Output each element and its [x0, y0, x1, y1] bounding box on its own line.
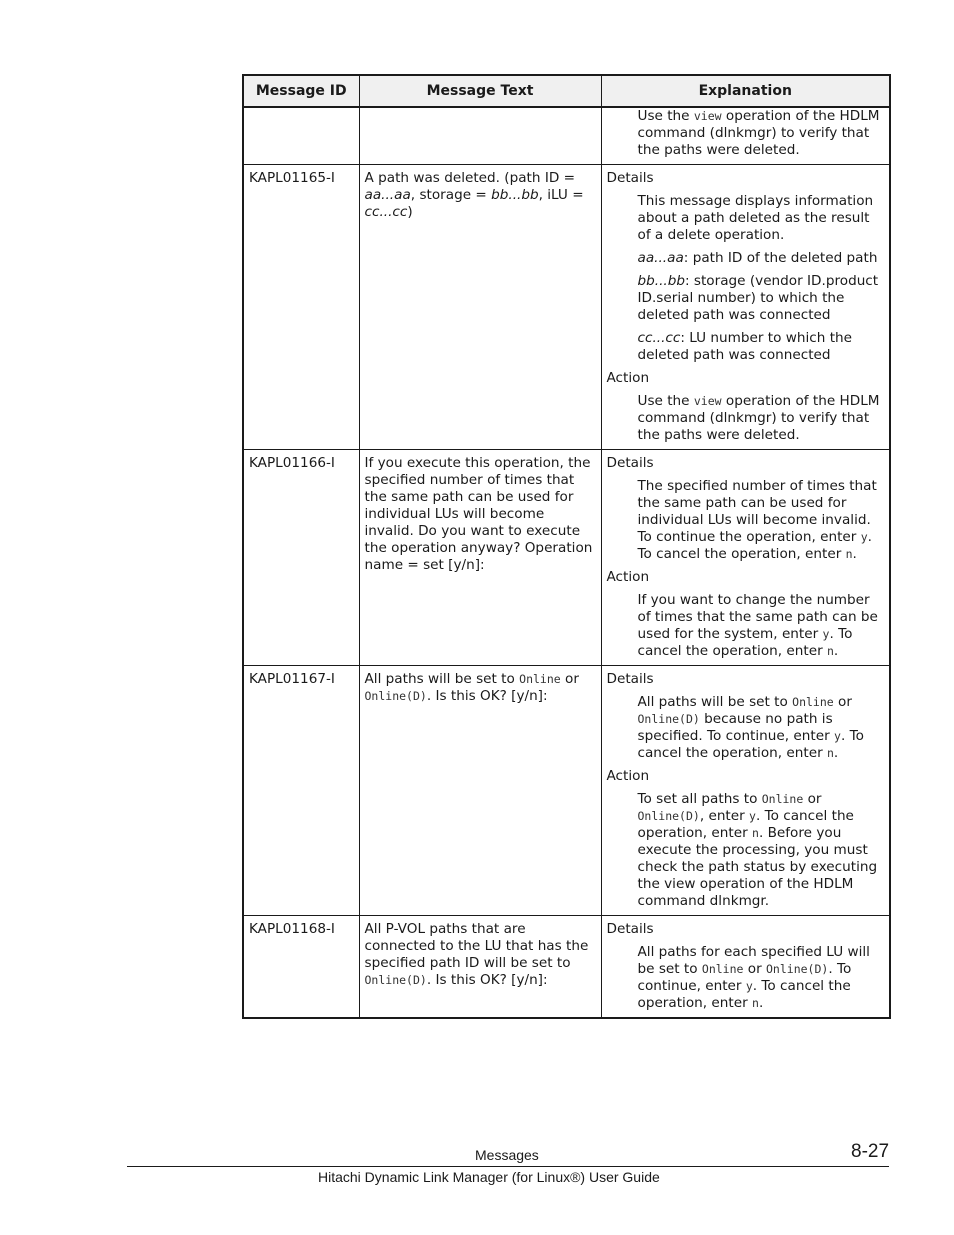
message-id: KAPL01168-I: [243, 916, 359, 1019]
cell-explanation: [601, 107, 890, 165]
table-header-row: [243, 75, 890, 107]
explanation: [601, 916, 890, 1019]
variable-cc: cc...cc: LU number to which the deleted path was connected: [637, 330, 853, 363]
footer-page-number: 8-27: [851, 1141, 890, 1162]
cell-id: [243, 107, 359, 165]
details-label: Details: [606, 170, 654, 186]
variable-aa: aa...aa: path ID of the deleted path: [637, 250, 878, 266]
action-text: Use the view operation of the HDLM command (dlnkmgr) to verify that the paths were deleted.: [637, 393, 880, 443]
header-message-id: Message ID: [243, 75, 359, 107]
message-text: A path was deleted. (path ID = aa...aa, storage = bb...bb, iLU = cc...cc): [359, 165, 601, 450]
details-label: Details: [606, 455, 654, 471]
message-text: If you execute this operation, the specified number of times that the same path can be used for individual LUs will become invalid. Do you want to execute the operation anyway? Operation name = set [y/n]:: [359, 450, 601, 666]
action-label: Action: [606, 569, 650, 585]
footer-divider: [127, 1166, 889, 1167]
action-label: Action: [606, 768, 650, 784]
table-row: [243, 916, 890, 1019]
message-id: KAPL01165-I: [243, 165, 359, 450]
variable-bb: bb...bb: storage (vendor ID.product ID.serial number) to which the deleted path was connected: [637, 273, 879, 323]
footer-section-title: Messages: [475, 1147, 539, 1163]
action-text: Use the view operation of the HDLM command (dlnkmgr) to verify that the paths were deleted.: [637, 108, 880, 158]
footer-guide-title: Hitachi Dynamic Link Manager (for Linux®) User Guide: [318, 1169, 660, 1185]
message-id: KAPL01166-I: [243, 450, 359, 666]
details-text: All paths will be set to Online or Online(D) because no path is specified. To continue, enter y. To cancel the operation, enter n.: [637, 694, 864, 761]
messages-table: [242, 74, 891, 1019]
action-label: Action: [606, 370, 650, 386]
details-text: This message displays information about a path deleted as the result of a delete operation.: [637, 193, 874, 243]
explanation: [601, 450, 890, 666]
table-row: [243, 450, 890, 666]
details-label: Details: [606, 671, 654, 687]
header-explanation: Explanation: [601, 75, 890, 107]
action-text: If you want to change the number of times that the same path can be used for the system, enter y. To cancel the operation, enter n.: [637, 592, 878, 659]
header-message-text: Message Text: [359, 75, 601, 107]
cell-text: [359, 107, 601, 165]
message-text: All P-VOL paths that are connected to the LU that has the specified path ID will be set to Online(D). Is this OK? [y/n]:: [359, 916, 601, 1019]
explanation: [601, 165, 890, 450]
table-row: [243, 666, 890, 916]
details-text: All paths for each specified LU will be set to Online or Online(D). To continue, enter y. To cancel the operation, enter n.: [637, 944, 870, 1011]
details-text: The specified number of times that the same path can be used for individual LUs will become invalid. To continue the operation, enter y. To cancel the operation, enter n.: [637, 478, 877, 562]
table-row: [243, 165, 890, 450]
details-label: Details: [606, 921, 654, 937]
message-id: KAPL01167-I: [243, 666, 359, 916]
action-text: To set all paths to Online or Online(D), enter y. To cancel the operation, enter n. Before you execute the processing, you must check the path status by executing the view operation of the HDLM command dlnkmgr.: [637, 791, 878, 909]
message-text: All paths will be set to Online or Online(D). Is this OK? [y/n]:: [359, 666, 601, 916]
explanation: [601, 666, 890, 916]
table-row-continuation: [243, 107, 890, 165]
